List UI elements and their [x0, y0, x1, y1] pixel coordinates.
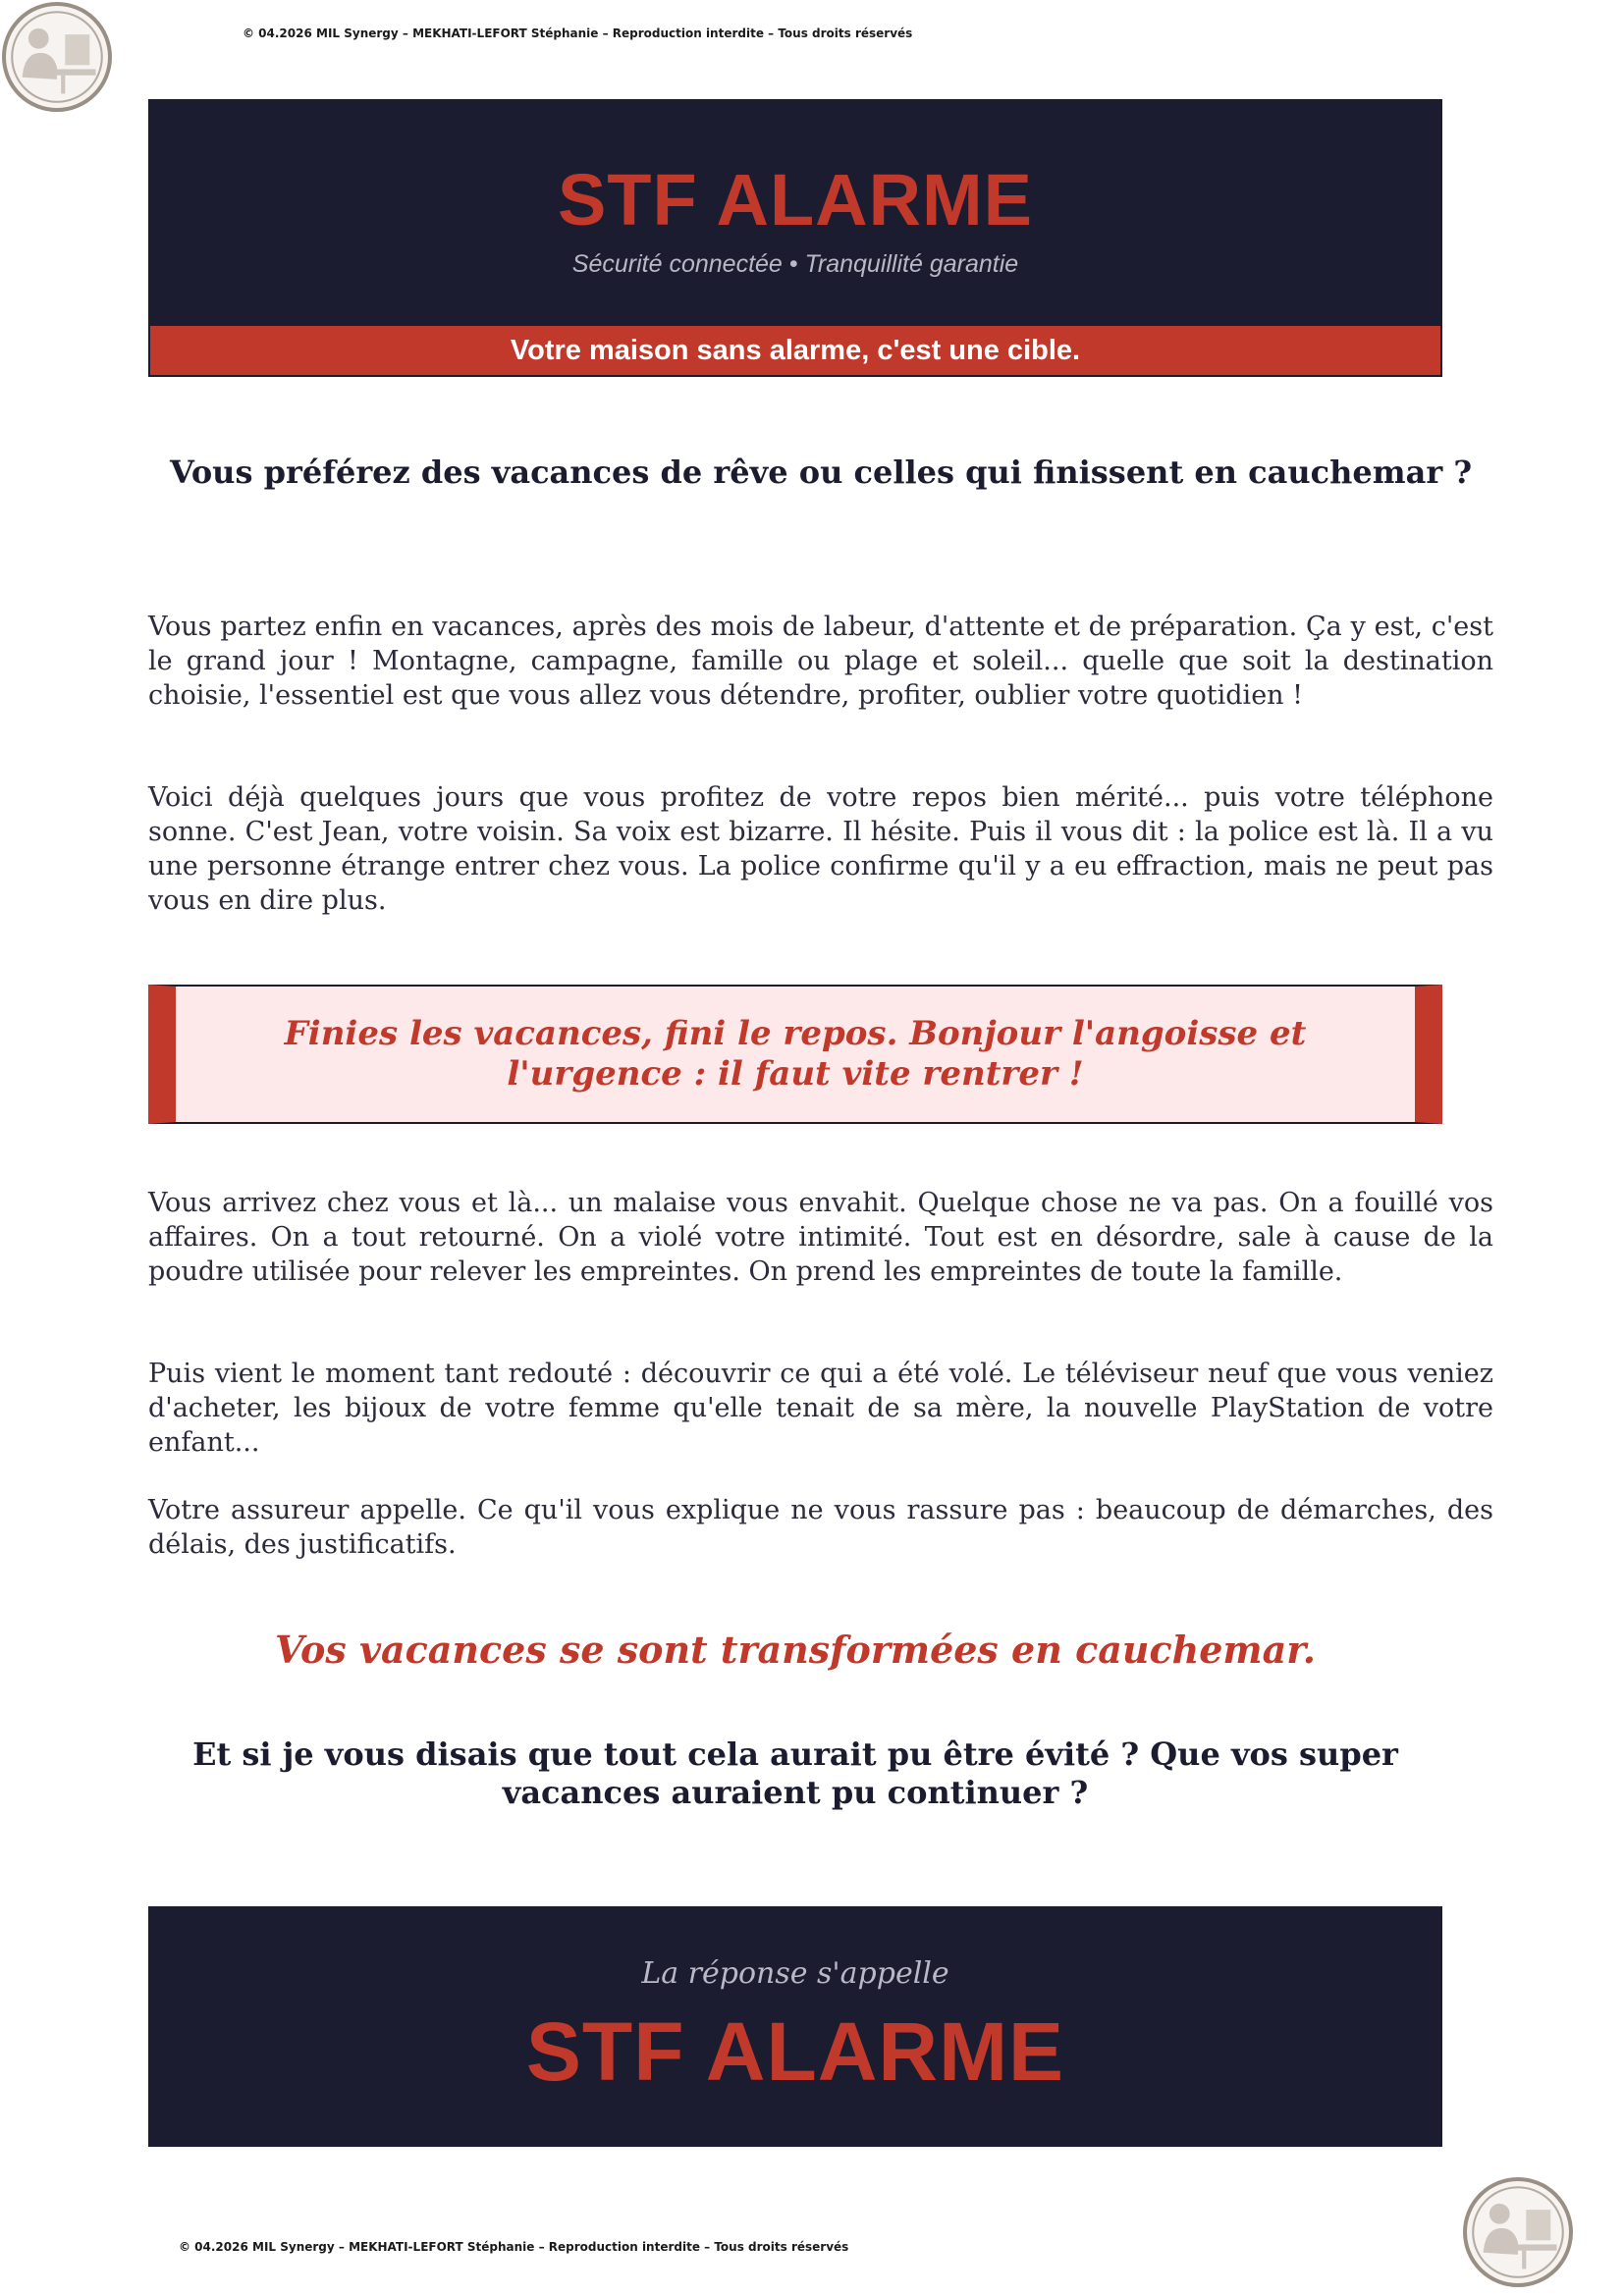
header-banner: [148, 99, 1442, 377]
paragraph-theft: Puis vient le moment tant redouté : découvrir ce qui a été volé. Le téléviseur neuf que vous veniez d'acheter, les bijoux de votre femme qu'elle tenait de sa mère, la nouvelle PlayStation de votre enfant...: [148, 1359, 1493, 1458]
nightmare-statement: Vos vacances se sont transformées en cauchemar.: [274, 1628, 1316, 1672]
answer-banner: [148, 1906, 1442, 2147]
main-headline: Vous préférez des vacances de rêve ou celles qui finissent en cauchemar ?: [169, 454, 1473, 491]
person-at-desk-seal-icon-bottom: [1463, 2177, 1573, 2287]
brand-tagline: Sécurité connectée • Tranquillité garantie: [571, 250, 1019, 278]
person-at-desk-seal-icon: [2, 2, 112, 112]
answer-brand: STF ALARME: [525, 2005, 1065, 2098]
brand-title: STF ALARME: [557, 159, 1034, 240]
question-headline: Et si je vous disais que tout cela aurait pu être évité ? Que vos super vacances auraient pu continuer ?: [192, 1735, 1398, 1811]
answer-intro: La réponse s'appelle: [641, 1956, 949, 1991]
paragraph-departure: Vous partez enfin en vacances, après des mois de labeur, d'attente et de préparation. Ça y est, c'est le grand jour ! Montagne, campagne, famille ou plage et soleil... quelle que soit la destination choisie, l'essentiel est que vous allez vous détendre, profiter, oublier votre quotidien !: [148, 612, 1493, 711]
paragraph-phone-call: Voici déjà quelques jours que vous profitez de votre repos bien mérité... puis votre téléphone sonne. C'est Jean, votre voisin. Sa voix est bizarre. Il hésite. Puis il vous dit : la police est là. Il a vu une personne étrange entrer chez vous. La police confirme qu'il y a eu effraction, mais ne peut pas vous en dire plus.: [148, 782, 1493, 916]
copyright-bottom: © 04.2026 MIL Synergy – MEKHATI-LEFORT Stéphanie – Reproduction interdite – Tous droits réservés: [179, 2240, 849, 2254]
paragraph-insurer: Votre assureur appelle. Ce qu'il vous explique ne vous rassure pas : beaucoup de démarches, des délais, des justificatifs.: [148, 1495, 1493, 1560]
paragraph-arrival: Vous arrivez chez vous et là... un malaise vous envahit. Quelque chose ne va pas. On a fouillé vos affaires. On a tout retourné. On a violé votre intimité. Tout est en désordre, sale à cause de la poudre utilisée pour relever les empreintes. On prend les empreintes de toute la famille.: [148, 1188, 1493, 1287]
copyright-top: © 04.2026 MIL Synergy – MEKHATI-LEFORT Stéphanie – Reproduction interdite – Tous droits réservés: [243, 27, 913, 40]
callout-box: [148, 985, 1442, 1124]
slogan-strip: Votre maison sans alarme, c'est une cible.: [150, 324, 1440, 375]
callout-text: Finies les vacances, fini le repos. Bonjour l'angoisse et l'urgence : il faut vite rentrer !: [284, 1014, 1307, 1094]
